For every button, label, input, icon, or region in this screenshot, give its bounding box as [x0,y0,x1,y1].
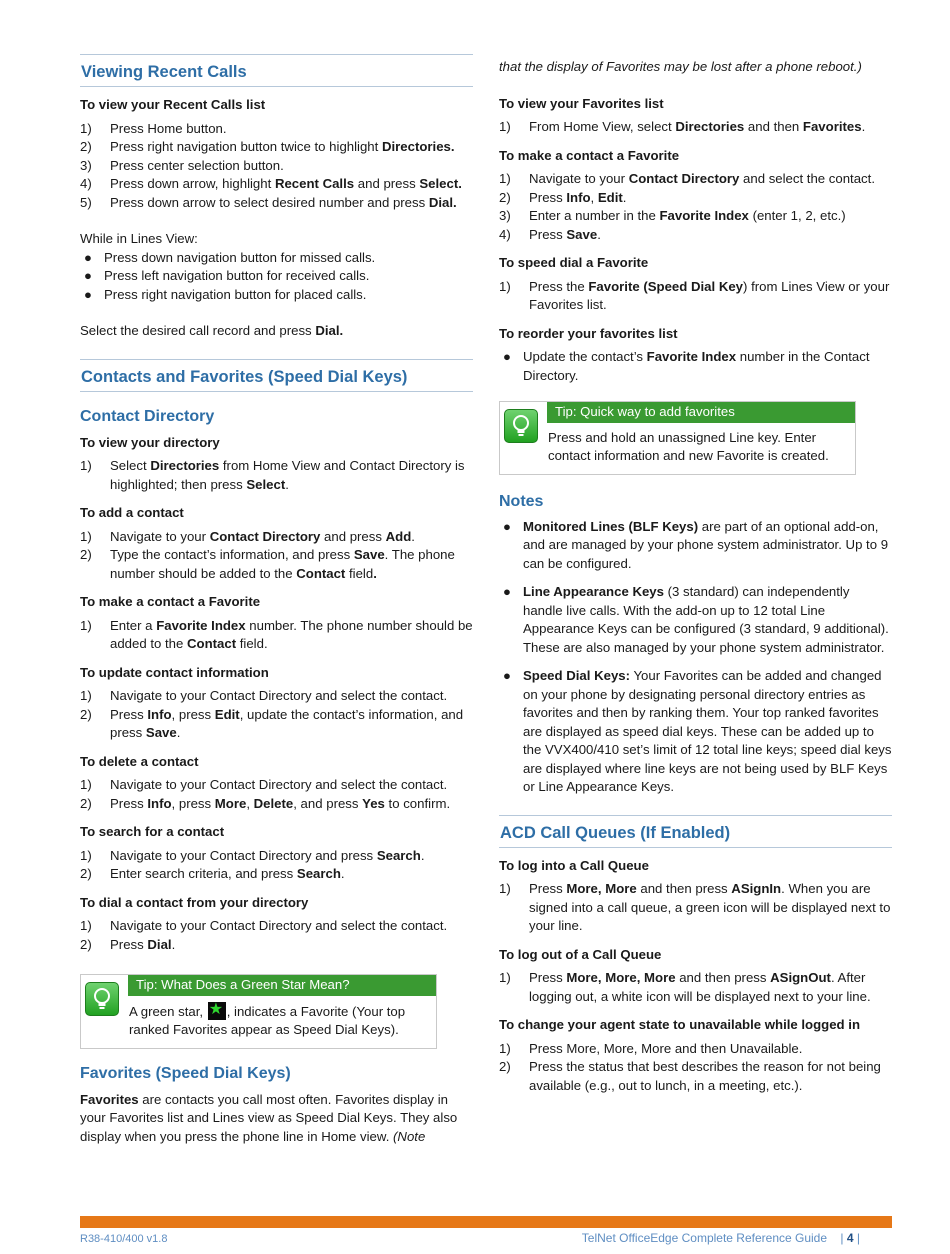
list-item: 1) Navigate to your Contact Directory and select the contact. [80,688,448,703]
task-heading-update-contact: To update contact information [80,664,269,680]
list-item: ● Update the contact’s Favorite Index number in the Contact Directory. [503,349,870,383]
list-item: 2) Press the status that best describes the reason for not being available (e.g., out to lunch, in a meeting, etc.). [499,1059,881,1093]
section-title-contacts-favorites: Contacts and Favorites (Speed Dial Keys) [80,359,473,392]
list-item: 2) Press Info, Edit. [499,189,627,205]
task-heading-speed-dial: To speed dial a Favorite [499,255,649,270]
list-item: ● Speed Dial Keys: Your Favorites can be added and changed on your phone by designating personal directory entries as favorites and then by ranking them. Your top ranked favorites are displayed as speed dial keys. These can be added up to the VVX400/410 set’s limit of 12 total line keys; speed dial keys are displayed where line keys are not being used by BLF Keys or Line Appearance Keys. [503,668,892,794]
task-heading-reorder-favorites: To reorder your favorites list [499,325,678,341]
list-item: 1) Navigate to your Contact Directory and select the contact. [80,918,448,933]
list-item: ● Monitored Lines (BLF Keys) are part of an optional add-on, and are managed by your phone system administrator. Up to 9 can be configured. [503,518,889,571]
reorder-favorites-bullets [499,348,892,385]
list-item: 1) Press the Favorite (Speed Dial Key) from Lines View or your Favorites list. [499,278,890,312]
tip-box-green-star [80,974,437,1049]
footer-bar [80,1216,892,1228]
tip-header: Tip: Quick way to add favorites [547,402,855,423]
list-item: 1) Enter a Favorite Index number. The phone number should be added to the Contact field. [80,617,473,651]
list-item: 3) Enter a number in the Favorite Index (enter 1, 2, etc.) [499,208,846,223]
list-item: ● Line Appearance Keys (3 standard) can independently handle live calls. With the add-on up to 12 total Line Appearance Keys can be configured (3 standard, 9 additional). These are also managed by your phone system administrator. [503,584,889,655]
task-heading-search-contact: To search for a contact [80,824,225,839]
task-heading-recent-calls: To view your Recent Calls list [80,97,266,112]
lightbulb-icon [504,409,538,443]
footer-doc-id: R38-410/400 v1.8 [80,1233,168,1245]
view-favorites-steps [499,118,892,137]
list-item: 2) Press right navigation button twice to highlight Directories. [80,139,455,154]
list-item: ● Press right navigation button for placed calls. [84,286,367,302]
task-heading-dial-contact: To dial a contact from your directory [80,894,309,910]
list-item: 1) Navigate to your Contact Directory and select the contact. [80,777,448,792]
lightbulb-icon [85,982,119,1016]
task-heading-log-out-queue: To log out of a Call Queue [499,946,662,962]
list-item: 1) Press Home button. [80,120,227,136]
subsection-title-favorites: Favorites (Speed Dial Keys) [80,1064,291,1082]
task-heading-log-into-queue: To log into a Call Queue [499,857,649,873]
lines-view-bullets [80,249,473,305]
list-item: 1) Navigate to your Contact Directory and select the contact. [499,171,875,186]
list-item: 1) Navigate to your Contact Directory and press Add. [80,528,415,544]
view-directory-steps [80,457,473,494]
search-contact-steps [80,847,473,884]
list-item: 4) Press down arrow, highlight Recent Calls and press Select. [80,176,462,191]
subsection-title-notes: Notes [499,492,544,510]
list-item: 1) From Home View, select Directories and then Favorites. [499,119,866,134]
favorites-note-continued: that the display of Favorites may be lost after a phone reboot.) [499,59,862,74]
footer-separator: | [840,1231,844,1245]
make-favorite-steps-right [499,170,892,244]
list-item: 2) Press Info, press More, Delete, and press Yes to confirm. [80,795,451,811]
delete-contact-steps [80,776,473,813]
add-contact-steps [80,528,473,584]
task-heading-delete-contact: To delete a contact [80,753,199,769]
log-out-queue-steps [499,969,892,1006]
list-item: 3) Press center selection button. [80,157,284,173]
green-star-icon: ★ [208,1002,226,1020]
list-item: 2) Press Dial. [80,936,176,952]
subsection-title-contact-directory: Contact Directory [80,407,215,425]
task-heading-add-contact: To add a contact [80,505,184,520]
task-heading-agent-state: To change your agent state to unavailable while logged in [499,1017,861,1032]
task-heading-make-favorite: To make a contact a Favorite [80,594,261,609]
task-heading-make-favorite-right: To make a contact a Favorite [499,147,680,163]
speed-dial-steps [499,278,892,315]
list-item: ● Press left navigation button for received calls. [84,268,370,283]
tip-box-quick-add [499,401,856,475]
section-title-recent-calls: Viewing Recent Calls [80,54,473,87]
list-item: 1) Select Directories from Home View and Contact Directory is highlighted; then press Select. [80,458,465,492]
dial-contact-steps [80,917,473,954]
list-item: 2) Type the contact’s information, and press Save. The phone number should be added to the Contact field. [80,547,455,581]
notes-bullets [499,518,892,797]
recent-calls-steps [80,120,473,213]
select-call-record-text: Select the desired call record and press Dial. [80,323,344,338]
tip-body: Press and hold an unassigned Line key. Enter contact information and new Favorite is created. [548,429,829,463]
footer-guide-info [582,1229,860,1248]
list-item: 1) Press More, More, More and then press ASignOut. After logging out, a white icon will be displayed next to your line. [499,970,871,1004]
footer-separator-end: | [856,1231,860,1245]
list-item: 1) Press More, More, More and then Unavailable. [499,1040,803,1056]
tip-body: A green star, ★ , indicates a Favorite (Your top ranked Favorites appear as Speed Dial Keys). [129,1000,406,1037]
list-item: 2) Press Info, press Edit, update the contact’s information, and press Save. [80,706,464,740]
task-heading-view-directory: To view your directory [80,434,220,450]
left-column [80,54,473,1146]
task-heading-view-favorites: To view your Favorites list [499,95,664,111]
lines-view-intro: While in Lines View: [80,231,198,246]
log-into-queue-steps [499,880,892,936]
page-number: 4 [846,1231,854,1245]
footer-guide-title: TelNet OfficeEdge Complete Reference Guide [581,1231,828,1245]
list-item: 1) Press More, More and then press ASignIn. When you are signed into a call queue, a green icon will be displayed next to your line. [499,881,891,933]
list-item: 5) Press down arrow to select desired number and press Dial. [80,194,457,210]
list-item: 2) Enter search criteria, and press Search. [80,866,345,881]
section-title-acd-call-queues: ACD Call Queues (If Enabled) [499,815,892,848]
tip-header: Tip: What Does a Green Star Mean? [128,975,436,996]
make-favorite-steps [80,617,473,654]
list-item: 1) Navigate to your Contact Directory and press Search. [80,847,425,863]
agent-state-steps [499,1040,892,1096]
list-item: 4) Press Save. [499,226,601,242]
favorites-description: Favorites are contacts you call most often. Favorites display in your Favorites list and Lines view as Speed Dial Keys. They also display when you press the phone line in Home view. (Note [80,1091,458,1144]
right-column [499,54,892,1095]
list-item: ● Press down navigation button for missed calls. [84,249,376,265]
update-contact-steps [80,687,473,743]
